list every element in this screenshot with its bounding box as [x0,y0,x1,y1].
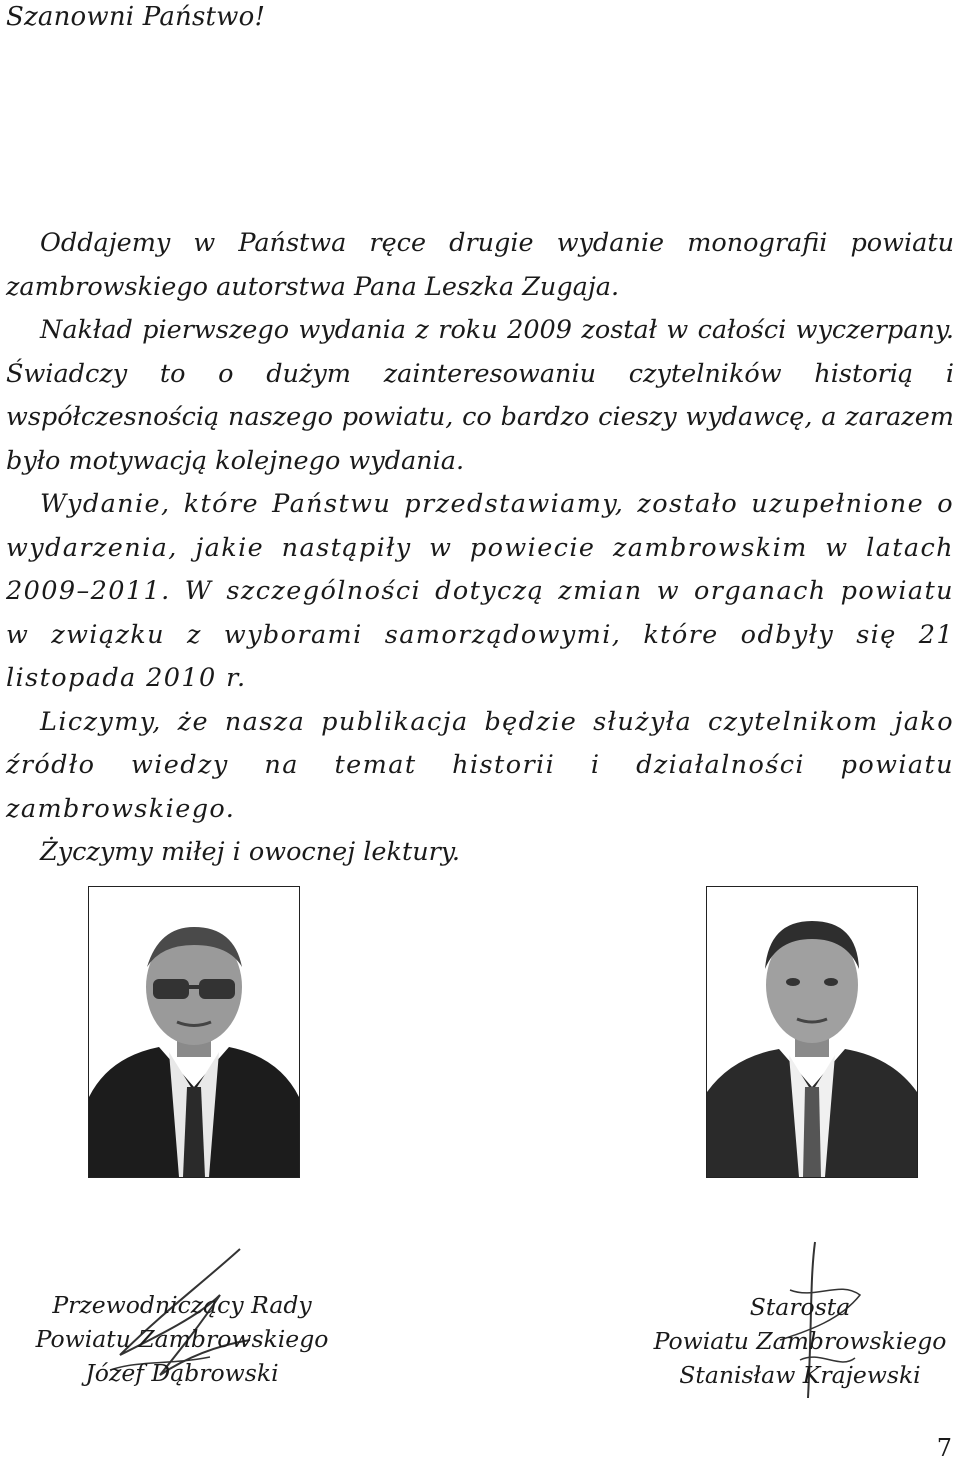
signatory-title: Starosta [749,1293,851,1321]
paragraph: Wydanie, które Państwu przedstawiamy, zostało uzupełnione o wydarzenia, jakie nastąpiły w powiecie zambrowskim w latach 2009–2011. W szczególności dotyczą zmian w organach powiatu w związku z wyborami samorządowymi, które odbyły się 21 listopada 2010 r. [6,489,954,693]
signature-block-right [640,1290,960,1392]
page-number: 7 [936,1434,952,1462]
paragraph: Życzymy miłej i owocnej lektury. [40,837,460,867]
portrait-illustration [707,887,917,1177]
salutation: Szanowni Państwo! [6,2,266,32]
signatory-name: Stanisław Krajewski [679,1361,921,1389]
signatory-office: Powiatu Zambrowskiego [35,1325,329,1353]
paragraph: Nakład pierwszego wydania z roku 2009 został w całości wyczerpany. Świadczy to o dużym zainteresowaniu czytelników historią i współczesnością naszego powiatu, co bardzo cieszy wydawcę, a zarazem było motywacją kolejnego wydania. [6,315,954,476]
signatory-office: Powiatu Zambrowskiego [653,1327,947,1355]
portrait-photo-left [88,886,300,1178]
signatory-title: Przewodniczący Rady [52,1291,312,1319]
signature-block-left [22,1288,342,1390]
signatory-name: Józef Dąbrowski [85,1359,279,1387]
portrait-photo-right [706,886,918,1178]
portrait-illustration [89,887,299,1177]
paragraph: Liczymy, że nasza publikacja będzie służyła czytelnikom jako źródło wiedzy na temat historii i działalności powiatu zambrowskiego. [6,706,954,824]
letter-body [6,222,954,875]
paragraph: Oddajemy w Państwa ręce drugie wydanie monografii powiatu zambrowskiego autorstwa Pana Leszka Zugaja. [6,228,954,302]
